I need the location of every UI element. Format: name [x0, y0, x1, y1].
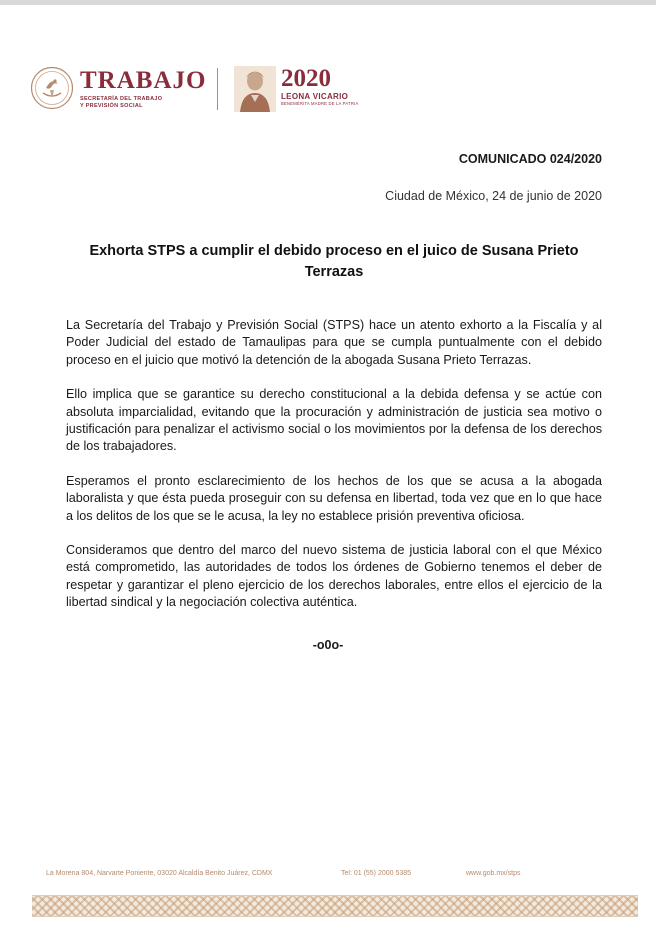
national-seal-icon: [30, 66, 74, 110]
stps-logo: [80, 68, 206, 110]
leona-vicario-portrait-icon: [234, 66, 276, 112]
footer-website: www.gob.mx/stps: [466, 870, 521, 877]
letterhead: [30, 64, 370, 116]
brand-subtitle-line-1: SECRETARÍA DEL TRABAJO: [80, 96, 163, 102]
year-number: 2020: [281, 65, 331, 92]
paragraph: Consideramos que dentro del marco del nuevo sistema de justicia laboral con el que México está comprometido, las autoridades de todos los órdenes de Gobierno tenemos el deber de respetar y garantizar el pleno ejercicio de los derechos laborales, entre ellos el ejercicio de la libertad sindical y la negociación colectiva auténtica.: [66, 543, 602, 610]
footer-address: La Morena 804, Narvarte Poniente, 03020 Alcaldía Benito Juárez, CDMX: [46, 870, 273, 877]
paragraph: La Secretaría del Trabajo y Previsión Social (STPS) hace un atento exhorto a la Fiscalía y al Poder Judicial del estado de Tamaulipas para que se cumpla puntualmente con el debido proceso en el juicio que motivó la detención de la abogada Susana Prieto Terrazas.: [66, 318, 602, 367]
document-date: Ciudad de México, 24 de junio de 2020: [385, 189, 602, 203]
paragraph: Esperamos el pronto esclarecimiento de los hechos de los que se acusa a la abogada laboralista y que ésta pueda proseguir con su defensa en libertad, toda vez que en lo que hace a los delitos de los que se le acusa, la ley no establece prisión preventiva oficiosa.: [66, 473, 602, 523]
year-dedication: LEONA VICARIO: [281, 92, 349, 101]
document-title: Exhorta STPS a cumplir el debido proceso en el juico de Susana Prieto Terrazas: [89, 243, 579, 280]
footer-ornament-band: [32, 895, 638, 917]
footer: [46, 870, 606, 882]
communique-number: COMUNICADO 024/2020: [458, 152, 602, 166]
brand-name: TRABAJO: [80, 67, 207, 94]
header-divider: [217, 68, 218, 110]
footer-telephone: Tel: 01 (55) 2000 5385: [341, 870, 412, 877]
closing-mark: -o0o-: [312, 638, 344, 652]
top-edge-bar: [0, 0, 656, 5]
brand-subtitle: [80, 96, 200, 110]
brand-subtitle-line-2: Y PREVISIÓN SOCIAL: [80, 103, 143, 109]
document-body: [66, 317, 602, 629]
year-logo: [281, 66, 358, 107]
year-dedication-subtitle: BENEMÉRITA MADRE DE LA PATRIA: [281, 101, 359, 106]
paragraph: Ello implica que se garantice su derecho constitucional a la debida defensa y se actúe con absoluta imparcialidad, evitando que la procuración y administración de justicia sea motivo o justificación para penalizar el activismo social o los movimientos por la defensa de los derechos de los trabajadores.: [66, 387, 602, 454]
